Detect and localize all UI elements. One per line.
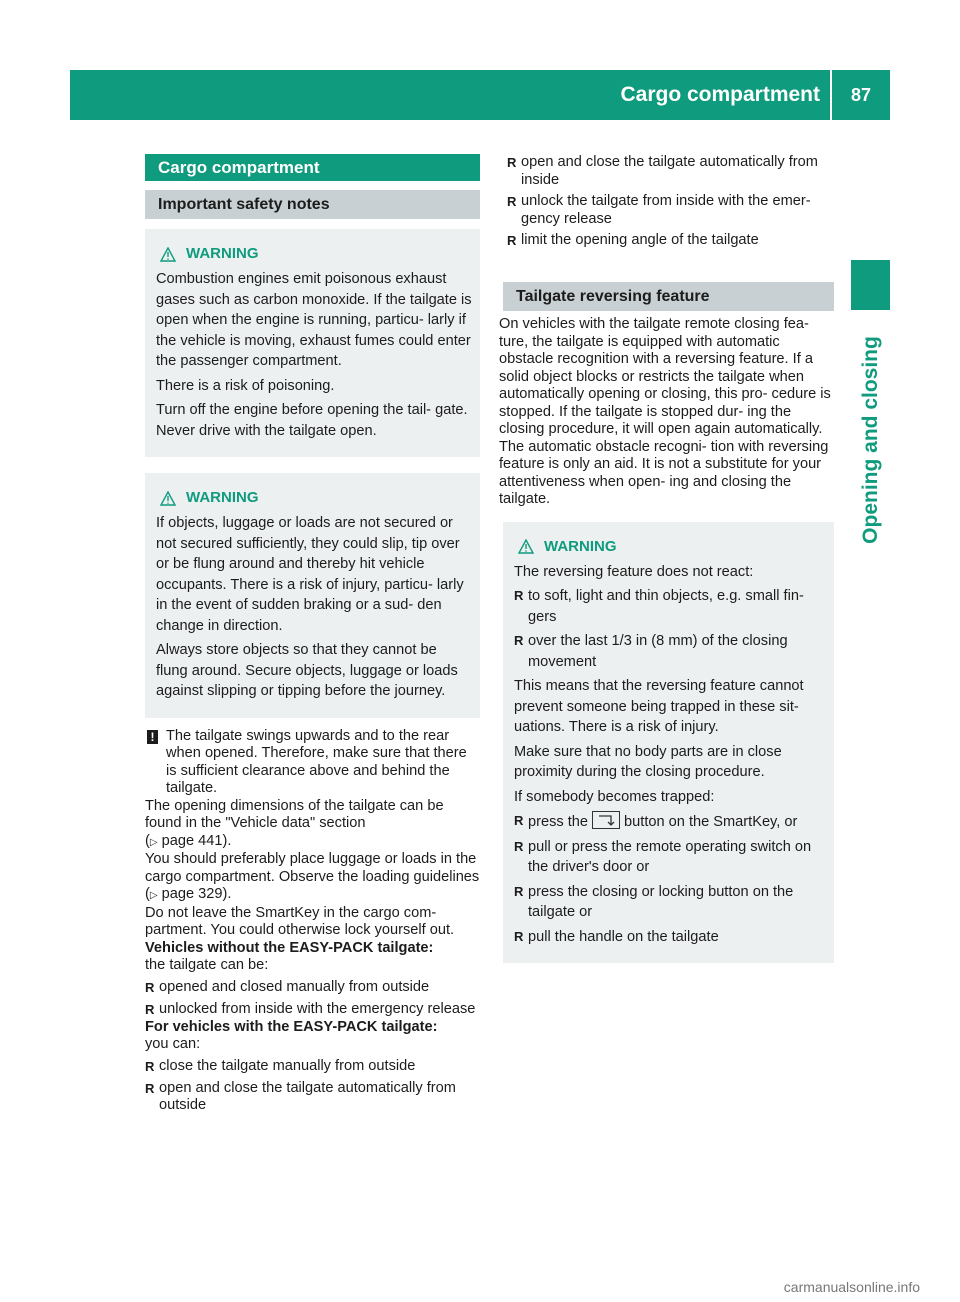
page-reference[interactable]: page 329). xyxy=(161,886,232,902)
list-item-text: pull or press the remote operating switch on the driver's door or xyxy=(528,838,812,875)
paragraph xyxy=(145,851,480,905)
right-column xyxy=(499,154,834,963)
list-item-text: unlock the tailgate from inside with the emer- gency release xyxy=(521,193,811,227)
page-header xyxy=(70,70,890,120)
tailgate-key-icon xyxy=(592,811,620,829)
paragraph: the tailgate can be: xyxy=(145,957,269,973)
list-item: R press the closing or locking button on the tailgate or xyxy=(514,882,826,923)
note-text: The tailgate swings upwards and to the rear when opened. Therefore, make sure that there is sufficient clearance above and behind the tailgate. xyxy=(166,727,467,796)
header-title: Cargo compartment xyxy=(620,83,820,106)
list-item-text: open and close the tailgate automatically from outside xyxy=(159,1079,456,1113)
list-item-text: over the last 1/3 in (8 mm) of the closing movement xyxy=(528,633,788,670)
side-tab xyxy=(855,320,887,560)
list-item: R open and close the tailgate automatically from outside xyxy=(145,1080,480,1115)
warning-heading xyxy=(156,243,472,265)
list-item-text: press the xyxy=(528,814,589,830)
list-item-text: button on the SmartKey, or xyxy=(624,814,798,830)
warning-text: Turn off the engine before opening the tail- gate. Never drive with the tailgate open. xyxy=(156,402,468,439)
list-item-text: to soft, light and thin objects, e.g. small fin- gers xyxy=(528,588,804,625)
warning-text: Combustion engines emit poisonous exhaust gases such as carbon monoxide. If the tailgate is open when the engine is running, particu- larly if the vehicle is moving, exhaust fumes could enter the passenger compartment. xyxy=(156,271,472,369)
paragraph: you can: xyxy=(145,1036,201,1052)
paragraph-text: The opening dimensions of the tailgate can be found in the "Vehicle data" section xyxy=(145,797,444,831)
subsection-title: Important safety notes xyxy=(145,190,480,219)
exclamation-icon: ! xyxy=(147,730,158,744)
warning-label: WARNING xyxy=(186,245,259,262)
subheading: For vehicles with the EASY-PACK tailgate: xyxy=(145,1018,438,1035)
subheading: Vehicles without the EASY-PACK tailgate: xyxy=(145,939,434,956)
page-ref-icon: ▷ xyxy=(149,890,158,901)
warning-label: WARNING xyxy=(186,489,259,506)
warning-icon xyxy=(160,247,176,262)
warning-heading xyxy=(514,536,826,558)
list-item-text: press the closing or locking button on the tailgate or xyxy=(528,883,794,920)
paragraph: Do not leave the SmartKey in the cargo com- partment. You could otherwise lock yourself out. xyxy=(145,904,455,938)
side-tab-marker xyxy=(851,260,890,310)
list-item: R to soft, light and thin objects, e.g. small fin- gers xyxy=(514,586,826,627)
list-item: R open and close the tailgate automatically from inside xyxy=(499,154,834,189)
section-title: Cargo compartment xyxy=(145,154,480,181)
warning-text: Always store objects so that they cannot be flung around. Secure objects, luggage or loads against slipping or tipping before the journey. xyxy=(156,642,458,699)
page-number: 87 xyxy=(850,85,872,105)
list-item: R unlock the tailgate from inside with the emer- gency release xyxy=(499,193,834,228)
paragraph-text: You should preferably place luggage or loads in the cargo compartment. Observe the loading guidelines ( xyxy=(145,851,480,902)
list-item-text: open and close the tailgate automatically from inside xyxy=(521,154,818,188)
warning-icon xyxy=(518,539,534,554)
warning-box xyxy=(145,229,480,457)
warning-text: Make sure that no body parts are in close proximity during the closing procedure. xyxy=(514,743,782,780)
list-item-text: limit the opening angle of the tailgate xyxy=(521,232,759,248)
list-item-text: opened and closed manually from outside xyxy=(159,978,430,995)
warning-heading xyxy=(156,487,472,509)
list-item: R pull the handle on the tailgate xyxy=(514,927,826,948)
warning-text: If objects, luggage or loads are not secured or not secured sufficiently, they could slip, tip over or be flung around and thereby hit vehicle occupants. There is a risk of injury, particu- larly in the event of sudden braking or a sud- den change in direction. xyxy=(156,515,464,634)
warning-label: WARNING xyxy=(544,537,617,555)
list-item: R pull or press the remote operating switch on the driver's door or xyxy=(514,837,826,878)
list-item: R limit the opening angle of the tailgate xyxy=(499,232,834,250)
list-item: R over the last 1/3 in (8 mm) of the closing movement xyxy=(514,631,826,672)
page-ref-icon: ▷ xyxy=(149,836,158,848)
list-item-text: unlocked from inside with the emergency release xyxy=(159,1000,476,1017)
list-item-text: pull the handle on the tailgate xyxy=(528,928,719,945)
subsection-title: Tailgate reversing feature xyxy=(503,282,834,311)
paragraph: The opening dimensions of the tailgate can be found in the "Vehicle data" section (▷ page 441). xyxy=(145,797,444,849)
warning-box xyxy=(503,522,834,964)
list-item-text: close the tailgate manually from outside xyxy=(159,1057,416,1074)
side-tab-label: Opening and closing xyxy=(859,336,882,544)
warning-box xyxy=(145,473,480,718)
page-reference[interactable]: page 441). xyxy=(161,832,232,849)
warning-text: There is a risk of poisoning. xyxy=(156,377,335,394)
watermark: carmanualsonline.info xyxy=(783,1279,920,1295)
paragraph: On vehicles with the tailgate remote closing fea- ture, the tailgate is equipped with automatic obstacle recognition with a reversing feature. If a solid object blocks or restricts the tailgate when automatically opening or closing, this pro- cedure is stopped. If the tailgate is stopped dur- ing the closing procedure, it will open again automatically. The automatic obstacle recogni- tion with reversing feature is only an aid. It is not a substitute for your attentiveness when open- ing and closing the tailgate. xyxy=(499,316,831,507)
left-column xyxy=(145,154,480,1115)
list-item: R press the button on the SmartKey, or xyxy=(514,813,798,830)
note xyxy=(147,728,480,798)
warning-text: The reversing feature does not react: xyxy=(514,563,754,580)
list-item: R opened and closed manually from outside xyxy=(145,979,480,997)
list-item: R unlocked from inside with the emergency release xyxy=(145,1001,480,1019)
warning-icon xyxy=(160,491,176,506)
warning-text: If somebody becomes trapped: xyxy=(514,788,715,805)
list-item: R close the tailgate manually from outside xyxy=(145,1058,480,1076)
warning-text: This means that the reversing feature cannot prevent someone being trapped in these sit- uations. There is a risk of injury. xyxy=(514,678,804,735)
